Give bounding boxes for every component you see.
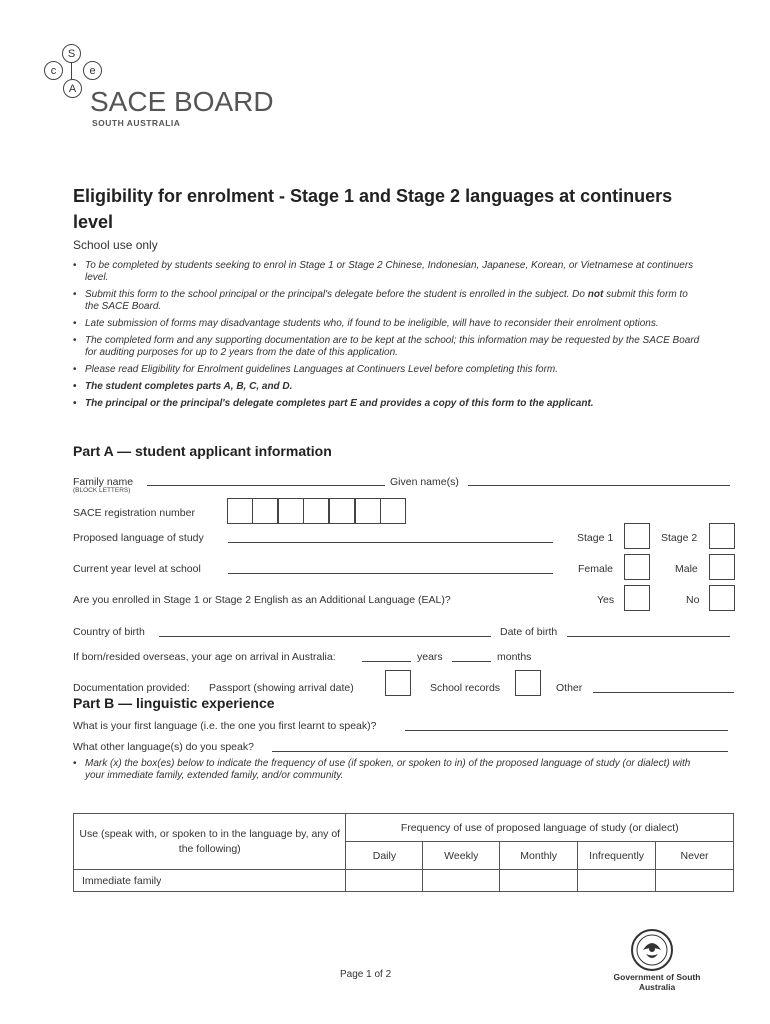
col-monthly: Monthly: [500, 842, 578, 870]
list-item: • The student completes parts A, B, C, and D.: [73, 381, 703, 393]
list-item: • Please read Eligibility for Enrolment guidelines Languages at Continuers Level before completing this form.: [73, 364, 703, 376]
sace-digit-box[interactable]: [252, 498, 278, 524]
list-item: • The principal or the principal's delegate completes part E and provides a copy of this form to the applicant.: [73, 398, 703, 410]
date-of-birth-field[interactable]: [567, 636, 730, 637]
daily-cell[interactable]: [346, 870, 423, 892]
page-title: Eligibility for enrolment - Stage 1 and Stage 2 languages at continuers level: [73, 186, 673, 232]
female-label: Female: [578, 563, 614, 575]
sace-digit-box[interactable]: [303, 498, 329, 524]
sace-digit-box[interactable]: [355, 498, 381, 524]
other-languages-field[interactable]: [272, 751, 728, 752]
stage1-label: Stage 1: [577, 532, 614, 544]
sace-number-label: SACE registration number: [73, 507, 195, 519]
yes-label: Yes: [597, 594, 615, 606]
arrival-age-label: If born/resided overseas, your age on arrival in Australia:: [73, 651, 336, 663]
first-language-field[interactable]: [405, 730, 728, 731]
family-name-label: Family name: [73, 476, 134, 488]
list-item: • Late submission of forms may disadvantage students who, if found to be ineligible, will have to reconsider their enrolment options.: [73, 318, 703, 330]
arrival-years-field[interactable]: [362, 661, 411, 662]
year-level-label: Current year level at school: [73, 563, 201, 575]
stage2-label: Stage 2: [661, 532, 698, 544]
sace-digit-box[interactable]: [278, 498, 304, 524]
eal-yes-checkbox[interactable]: [624, 585, 650, 611]
government-crest-icon: [630, 928, 674, 972]
school-records-label: School records: [430, 682, 501, 694]
female-checkbox[interactable]: [624, 554, 650, 580]
stage1-checkbox[interactable]: [624, 523, 650, 549]
col-infrequently: Infrequently: [578, 842, 656, 870]
years-label: years: [417, 651, 443, 663]
col-weekly: Weekly: [423, 842, 500, 870]
proposed-language-label: Proposed language of study: [73, 532, 204, 544]
months-label: months: [497, 651, 532, 663]
logo-line: [71, 63, 72, 79]
family-name-field[interactable]: [147, 485, 385, 486]
year-level-field[interactable]: [228, 573, 553, 574]
part-b-instruction: [73, 758, 703, 787]
list-item: • To be completed by students seeking to enrol in Stage 1 or Stage 2 Chinese, Indonesian, Japanese, Korean, or Vietnamese at continuers level.: [73, 260, 703, 284]
other-languages-label: What other language(s) do you speak?: [73, 741, 254, 753]
page-number: Page 1 of 2: [340, 969, 392, 980]
infrequently-cell[interactable]: [578, 870, 656, 892]
logo-letter-e: e: [83, 61, 102, 80]
frequency-header: Frequency of use of proposed language of study (or dialect): [346, 814, 734, 842]
table-row: [74, 870, 734, 892]
other-field[interactable]: [593, 692, 734, 693]
documentation-label: Documentation provided:: [73, 682, 190, 694]
weekly-cell[interactable]: [423, 870, 500, 892]
no-label: No: [686, 594, 700, 606]
logo-letter-c: c: [44, 61, 63, 80]
country-of-birth-label: Country of birth: [73, 626, 145, 638]
logo-name: SACE BOARD: [90, 86, 274, 117]
part-b-heading: Part B — linguistic experience: [73, 695, 275, 711]
school-records-checkbox[interactable]: [515, 670, 541, 696]
date-of-birth-label: Date of birth: [500, 626, 558, 638]
sace-digit-box[interactable]: [380, 498, 406, 524]
passport-checkbox[interactable]: [385, 670, 411, 696]
part-a-heading: Part A — student applicant information: [73, 443, 332, 459]
list-item: • The completed form and any supporting documentation are to be kept at the school; this information may be requested by the SACE Board for auditing purposes for up to 2 years from the date of this application.: [73, 335, 703, 359]
other-label: Other: [556, 682, 583, 694]
logo-letter-a: A: [63, 79, 82, 98]
male-checkbox[interactable]: [709, 554, 735, 580]
monthly-cell[interactable]: [500, 870, 578, 892]
eal-question: Are you enrolled in Stage 1 or Stage 2 English as an Additional Language (EAL)?: [73, 594, 451, 606]
passport-label: Passport (showing arrival date): [209, 682, 354, 694]
given-names-label: Given name(s): [390, 476, 459, 488]
block-letters-note: (BLOCK LETTERS): [73, 487, 131, 494]
list-item: • Mark (x) the box(es) below to indicate the frequency of use (if spoken, or spoken to in) of the proposed language of study (or dialect) with your immediate family, extended family, and/or community.: [73, 758, 703, 782]
school-use-label: School use only: [73, 238, 158, 252]
instructions-list: [73, 260, 703, 415]
col-never: Never: [656, 842, 734, 870]
list-item: • Submit this form to the school principal or the principal's delegate before the student is enrolled in the subject. Do not submit this form to the SACE Board.: [73, 289, 703, 313]
proposed-language-field[interactable]: [228, 542, 553, 543]
arrival-months-field[interactable]: [452, 661, 491, 662]
male-label: Male: [675, 563, 698, 575]
col-daily: Daily: [346, 842, 423, 870]
frequency-table: [73, 813, 734, 892]
row-label: Immediate family: [74, 870, 346, 892]
sace-digit-box[interactable]: [329, 498, 355, 524]
first-language-label: What is your first language (i.e. the one you first learnt to speak)?: [73, 720, 377, 732]
government-name: Government of South Australia: [613, 972, 701, 992]
given-names-field[interactable]: [468, 485, 730, 486]
never-cell[interactable]: [656, 870, 734, 892]
eal-no-checkbox[interactable]: [709, 585, 735, 611]
sace-digit-box[interactable]: [227, 498, 253, 524]
stage2-checkbox[interactable]: [709, 523, 735, 549]
use-header: Use (speak with, or spoken to in the language by, any of the following): [74, 814, 346, 870]
logo-letter-s: S: [62, 44, 81, 63]
country-of-birth-field[interactable]: [159, 636, 491, 637]
logo-subtitle: SOUTH AUSTRALIA: [92, 118, 181, 128]
